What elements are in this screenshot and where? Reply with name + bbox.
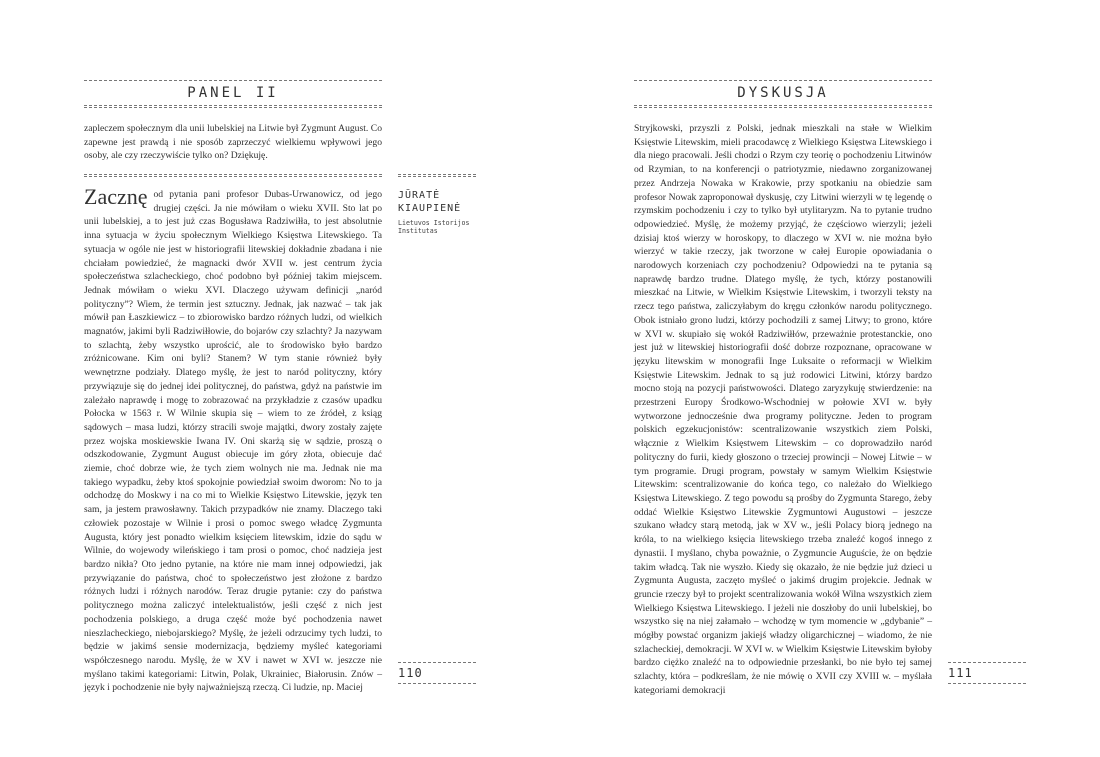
page-number-box [398,662,476,684]
page-number-rule-bottom [948,683,1026,684]
speaker-box [398,174,476,235]
page-number: 111 [948,666,973,680]
header-rule-bottom [634,105,932,108]
statement-text: od pytania pani profesor Dubas-Urwanowicz, od jego drugiej części. Ja nie mówiłam o wieku XVII. Sto lat po unii lubelskiej, a to jest już czas Bogusława Radziwiłła, to jest absolutnie inna sytuacja w życiu społecznym Wielkiego Księstwa Litewskiego. Ta sytuacja w ogóle nie jest w historiografii litewskiej dokładnie zbadana i nie chciałam powiedzieć, że magnacki dwór XVII w. jest centrum życia społeczeństwa szlacheckiego, choć podobno był później takim miejscem. Jednak mówiłam o wieku XVI. Dlaczego używam definicji „naród polityczny”? Wiem, że termin jest sztuczny. Jednak, jak nazwać – tak jak mówił pan Łaszkiewicz – to zbiorowisko bardzo różnych ludzi, od wielkich magnatów, jakimi byli Radziwiłłowie, do bojarów czy szlachty? Ja nazywam to szlachtą, żeby wszystko uprościć, ale to środowisko było bardzo zróżnicowane. Kim oni byli? Stanem? W tym stanie również były wewnętrzne podziały. Dlatego myślę, że jest to naród polityczny, który przywiązuje się do jednej idei politycznej, do państwa, gdyż na państwie im zależało naprawdę i mogę to zobrazować na przykładzie z czasów upadku Połocka w 1563 r. W Wilnie skupia się – wiem to ze źródeł, z ksiąg sądowych – masa ludzi, którzy stracili swoje majątki, dwory zostały zajęte przez wojska moskiewskie Iwana IV. Oni skarżą się w sądzie, proszą o odszkodowanie, Zygmunt August obiecuje im góry złota, obiecuje dać ziemie, choć dobrze wie, że tych ziem wolnych nie ma. Jednak nie ma takiego wypadku, żeby ktoś spokojnie powiedział swoim dworom: No to ja odchodzę do Moskwy i na co mi to Wielkie Księstwo Litewskie, język ten sam, ja jestem prawosławny. Takich przypadków nie znamy. Dlaczego taki człowiek pozostaje w Wilnie i prosi o pomoc swego władcę Zygmunta Augusta, który jest ponadto wielkim księciem litewskim, idzie do sądu w Wilnie, do wojewody wileńskiego i tam prosi o pomoc, choć nadzieja jest bardzo nikła? Oto jedno pytanie, na które nie mam innej odpowiedzi, jak przywiązanie do państwa, choć to społeczeństwo jest złożone z bardzo różnych ludzi i różnych narodów. Teraz drugie pytanie: czy do państwa politycznego można zaliczyć intelektualistów, jeśli część z nich jest pochodzenia polskiego, a druga część może być pochodzenia nawet nieszlacheckiego, niebojarskiego? Myślę, że jeżeli odrzucimy tych ludzi, to będzie w jakimś sensie modernizacja, będziemy myśleć kategoriami współczesnego narodu. Myślę, że w XV i nawet w XVI w. jeszcze nie myślano takimi kategoriami: Litwin, Polak, Ukrainiec, Białorusin. Znów – język i pochodzenie nie były najważniejszą rzeczą. Ci ludzie, np. Maciej [84,189,382,694]
lead-word: Zacznę [84,184,148,209]
header-rule-top [84,80,382,81]
section-title: PANEL II [187,85,279,101]
left-page-header [84,80,382,108]
speaker-divider [84,174,382,177]
header-rule-top [634,80,932,81]
speaker-name: JŪRATĖ KIAUPIENĖ [398,190,462,214]
header-rule-bottom [84,105,382,108]
speaker-institution: Lietuvos Istorijos Institutas [398,219,470,235]
section-title: DYSKUSJA [737,85,829,101]
page-number: 110 [398,666,423,680]
page-number-box [948,662,1026,684]
speaker-rule [398,174,476,177]
right-page-header [634,80,932,108]
speaker-statement [84,184,382,695]
intro-paragraph: zapleczem społecznym dla unii lubelskiej na Litwie był Zygmunt August. Co zapewne jest prawdą i nie sposób zaprzeczyć wielkiemu wpływowi jego osoby, ale czy rzeczywiście tylko on? Dziękuję. [84,123,382,162]
page-number-rule-bottom [398,683,476,684]
continued-statement: Stryjkowski, przyszli z Polski, jednak mieszkali na stałe w Wielkim Księstwie Litewskim, mieli pracodawcę z Wielkiego Księstwa Litewskiego i dla niego pracowali. Jeśli chodzi o Rzym czy teorię o pochodzeniu Litwinów od Rzymian, to na konferencji o patriotyzmie, niedawno zorganizowanej przez Andrzeja Nowaka w Krakowie, przy spotkaniu na obiedzie sam profesor Nowak zaproponował dyskusję, czy Litwini wierzyli w tę legendę o rzymskim pochodzeniu i czy to tylko był utylitaryzm. Na to pytanie trudno odpowiedzieć. Myślę, że możemy przyjąć, że częściowo wierzyli; jeżeli dzisiaj ktoś wierzy w horoskopy, to dlaczego w XVI w. nie można było wierzyć w takie rzeczy, jak tworzone w całej Europie opowiadania o narodowych korzeniach czy pochodzeniu? Odpowiedzi na te pytania są naprawdę bardzo trudne. Dlatego myślę, że tych, którzy postanowili mieszkać na Litwie, w Wielkim Księstwie Litewskim, i tworzyli teksty na rzecz tego państwa, zaliczyłabym do kręgu członków narodu politycznego. Obok istniało grono ludzi, którzy pochodzili z samej Litwy; to grono, które w XVI w. skupiało się wokół Radziwiłłów, przeważnie protestanckie, ono jest już w litewskiej historiografii dość dobrze rozpoznane, opracowane w języku litewskim w monografii Inge Luksaite o reformacji w Wielkim Księstwie Litewskim. Jednak to są już rodowici Litwini, którzy bardzo mocno stoją na pozycji państwowości. Dlatego zaryzykuję stwierdzenie: na przestrzeni Europy Środkowo-Wschodniej w połowie XVI w. były wytworzone jednocześnie dwa programy polityczne. Jeden to program polskich egzekucjonistów: scentralizowanie wszystkich ziem Polski, włącznie z Wielkim Księstwem Litewskim – co doprowadziło naród polityczny do furii, kiedy głoszono o trzeciej prowincji – Nowej Litwie – w tym programie. Drugi program, powstały w samym Wielkim Księstwie Litewskim: scentralizowanie do końca tego, co należało do Wielkiego Księstwa Litewskiego. Z tego powodu są prośby do Zygmunta Starego, żeby oddać Wielkie Księstwo Litewskie Zygmuntowi Augustowi – jeszcze szukano władcy starą metodą, jak w XV w., jeśli Polacy biorą jednego na króla, to na wielkiego księcia litewskiego trzeba znaleźć kogoś innego z dynastii. I myślano, chyba poważnie, o Zygmuncie Auguście, że on będzie takim władcą. Tak nie wyszło. Kiedy się okazało, że nie będzie już dzieci u Zygmunta Augusta, zaczęto myśleć o jakimś drugim projekcie. Jednak w gruncie rzeczy był to projekt scentralizowania wokół Wilna wszystkich ziem Wielkiego Księstwa Litewskiego. I jeżeli nie doszłoby do unii lubelskiej, bo wszystko się na niej załamało – wchodzę w tym momencie w „gdybanie” – mógłby powstać organizm jakiejś władzy oligarchicznej – wiadomo, że nie szlacheckiej, demokracji. W XVI w. w Wielkim Księstwie Litewskim byłoby bardzo ciężko znaleźć na to odpowiednie przesłanki, bo nie było tej samej szlachty, która – podkreślam, że nie mówię o XVII czy XVIII w. – myślała kategoriami demokracji [634,123,932,696]
